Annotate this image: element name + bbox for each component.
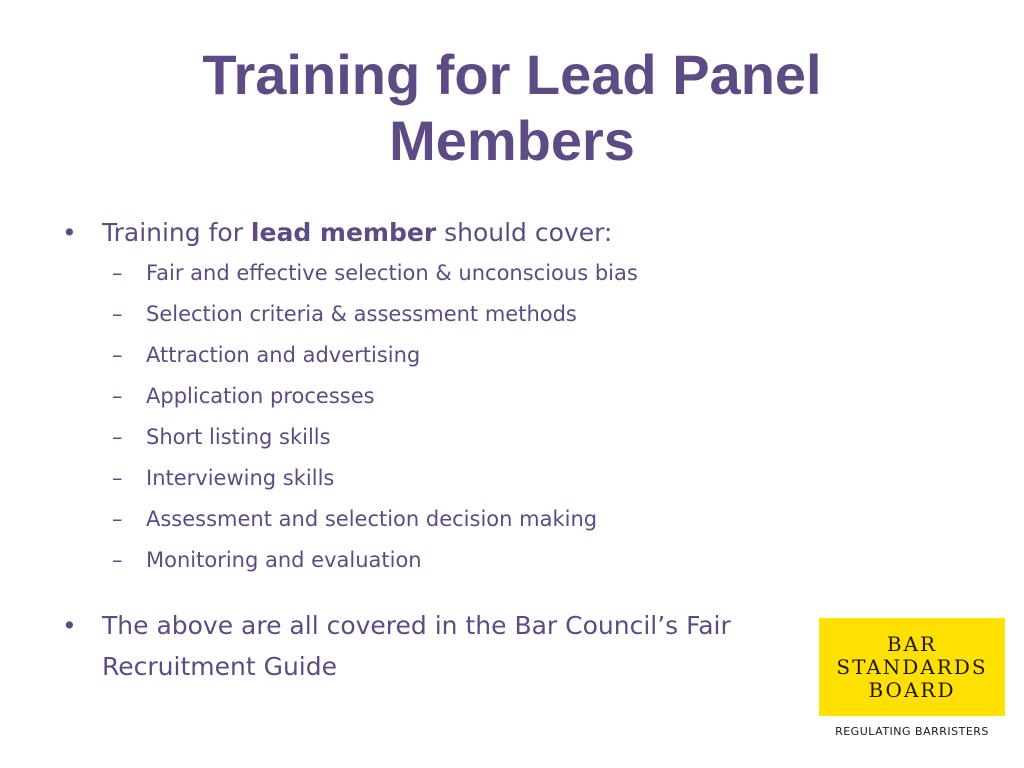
list-item: [62, 499, 822, 540]
list-item-text: Assessment and selection decision making: [146, 507, 598, 531]
slide-title: [60, 42, 964, 174]
bullet-fair-recruitment: [62, 605, 822, 687]
list-item: [62, 540, 822, 581]
list-item: [62, 458, 822, 499]
bsb-logo: [819, 618, 1005, 716]
list-item: [62, 417, 822, 458]
bullet-marker: •: [62, 611, 77, 640]
list-item: [62, 376, 822, 417]
slide-body: [62, 212, 822, 687]
logo-line-bar: BAR: [886, 631, 938, 656]
dash-marker: –: [112, 261, 123, 285]
list-item: [62, 335, 822, 376]
bullet-training-prefix: Training for: [102, 218, 251, 247]
logo-line-board: BOARD: [868, 677, 956, 702]
list-item-text: Attraction and advertising: [146, 343, 421, 367]
list-item-text: Fair and effective selection & unconscious bias: [146, 261, 638, 285]
dash-marker: –: [112, 507, 123, 531]
dash-marker: –: [112, 343, 123, 367]
dash-marker: –: [112, 302, 123, 326]
training-topics-list: [62, 253, 822, 581]
dash-marker: –: [112, 466, 123, 490]
list-item-text: Selection criteria & assessment methods: [146, 302, 577, 326]
spacer: [62, 581, 822, 605]
list-item: [62, 253, 822, 294]
list-item-text: Application processes: [146, 384, 375, 408]
list-item-text: Monitoring and evaluation: [146, 548, 422, 572]
bullet-marker: •: [62, 218, 77, 247]
slide-title-line1: Training for Lead Panel: [202, 43, 822, 106]
slide-title-line2: Members: [389, 109, 635, 172]
dash-marker: –: [112, 425, 123, 449]
list-item-text: Short listing skills: [146, 425, 331, 449]
bullet-training: [62, 212, 822, 253]
bullet-training-bold: lead member: [250, 218, 437, 247]
bullet-fair-recruitment-text: The above are all covered in the Bar Council’s Fair Recruitment Guide: [102, 611, 731, 681]
dash-marker: –: [112, 384, 123, 408]
dash-marker: –: [112, 548, 123, 572]
bullet-training-suffix: should cover:: [436, 218, 613, 247]
list-item: [62, 294, 822, 335]
list-item-text: Interviewing skills: [146, 466, 335, 490]
logo-tagline: REGULATING BARRISTERS: [835, 725, 989, 738]
logo-line-standards: STANDARDS: [836, 654, 988, 679]
